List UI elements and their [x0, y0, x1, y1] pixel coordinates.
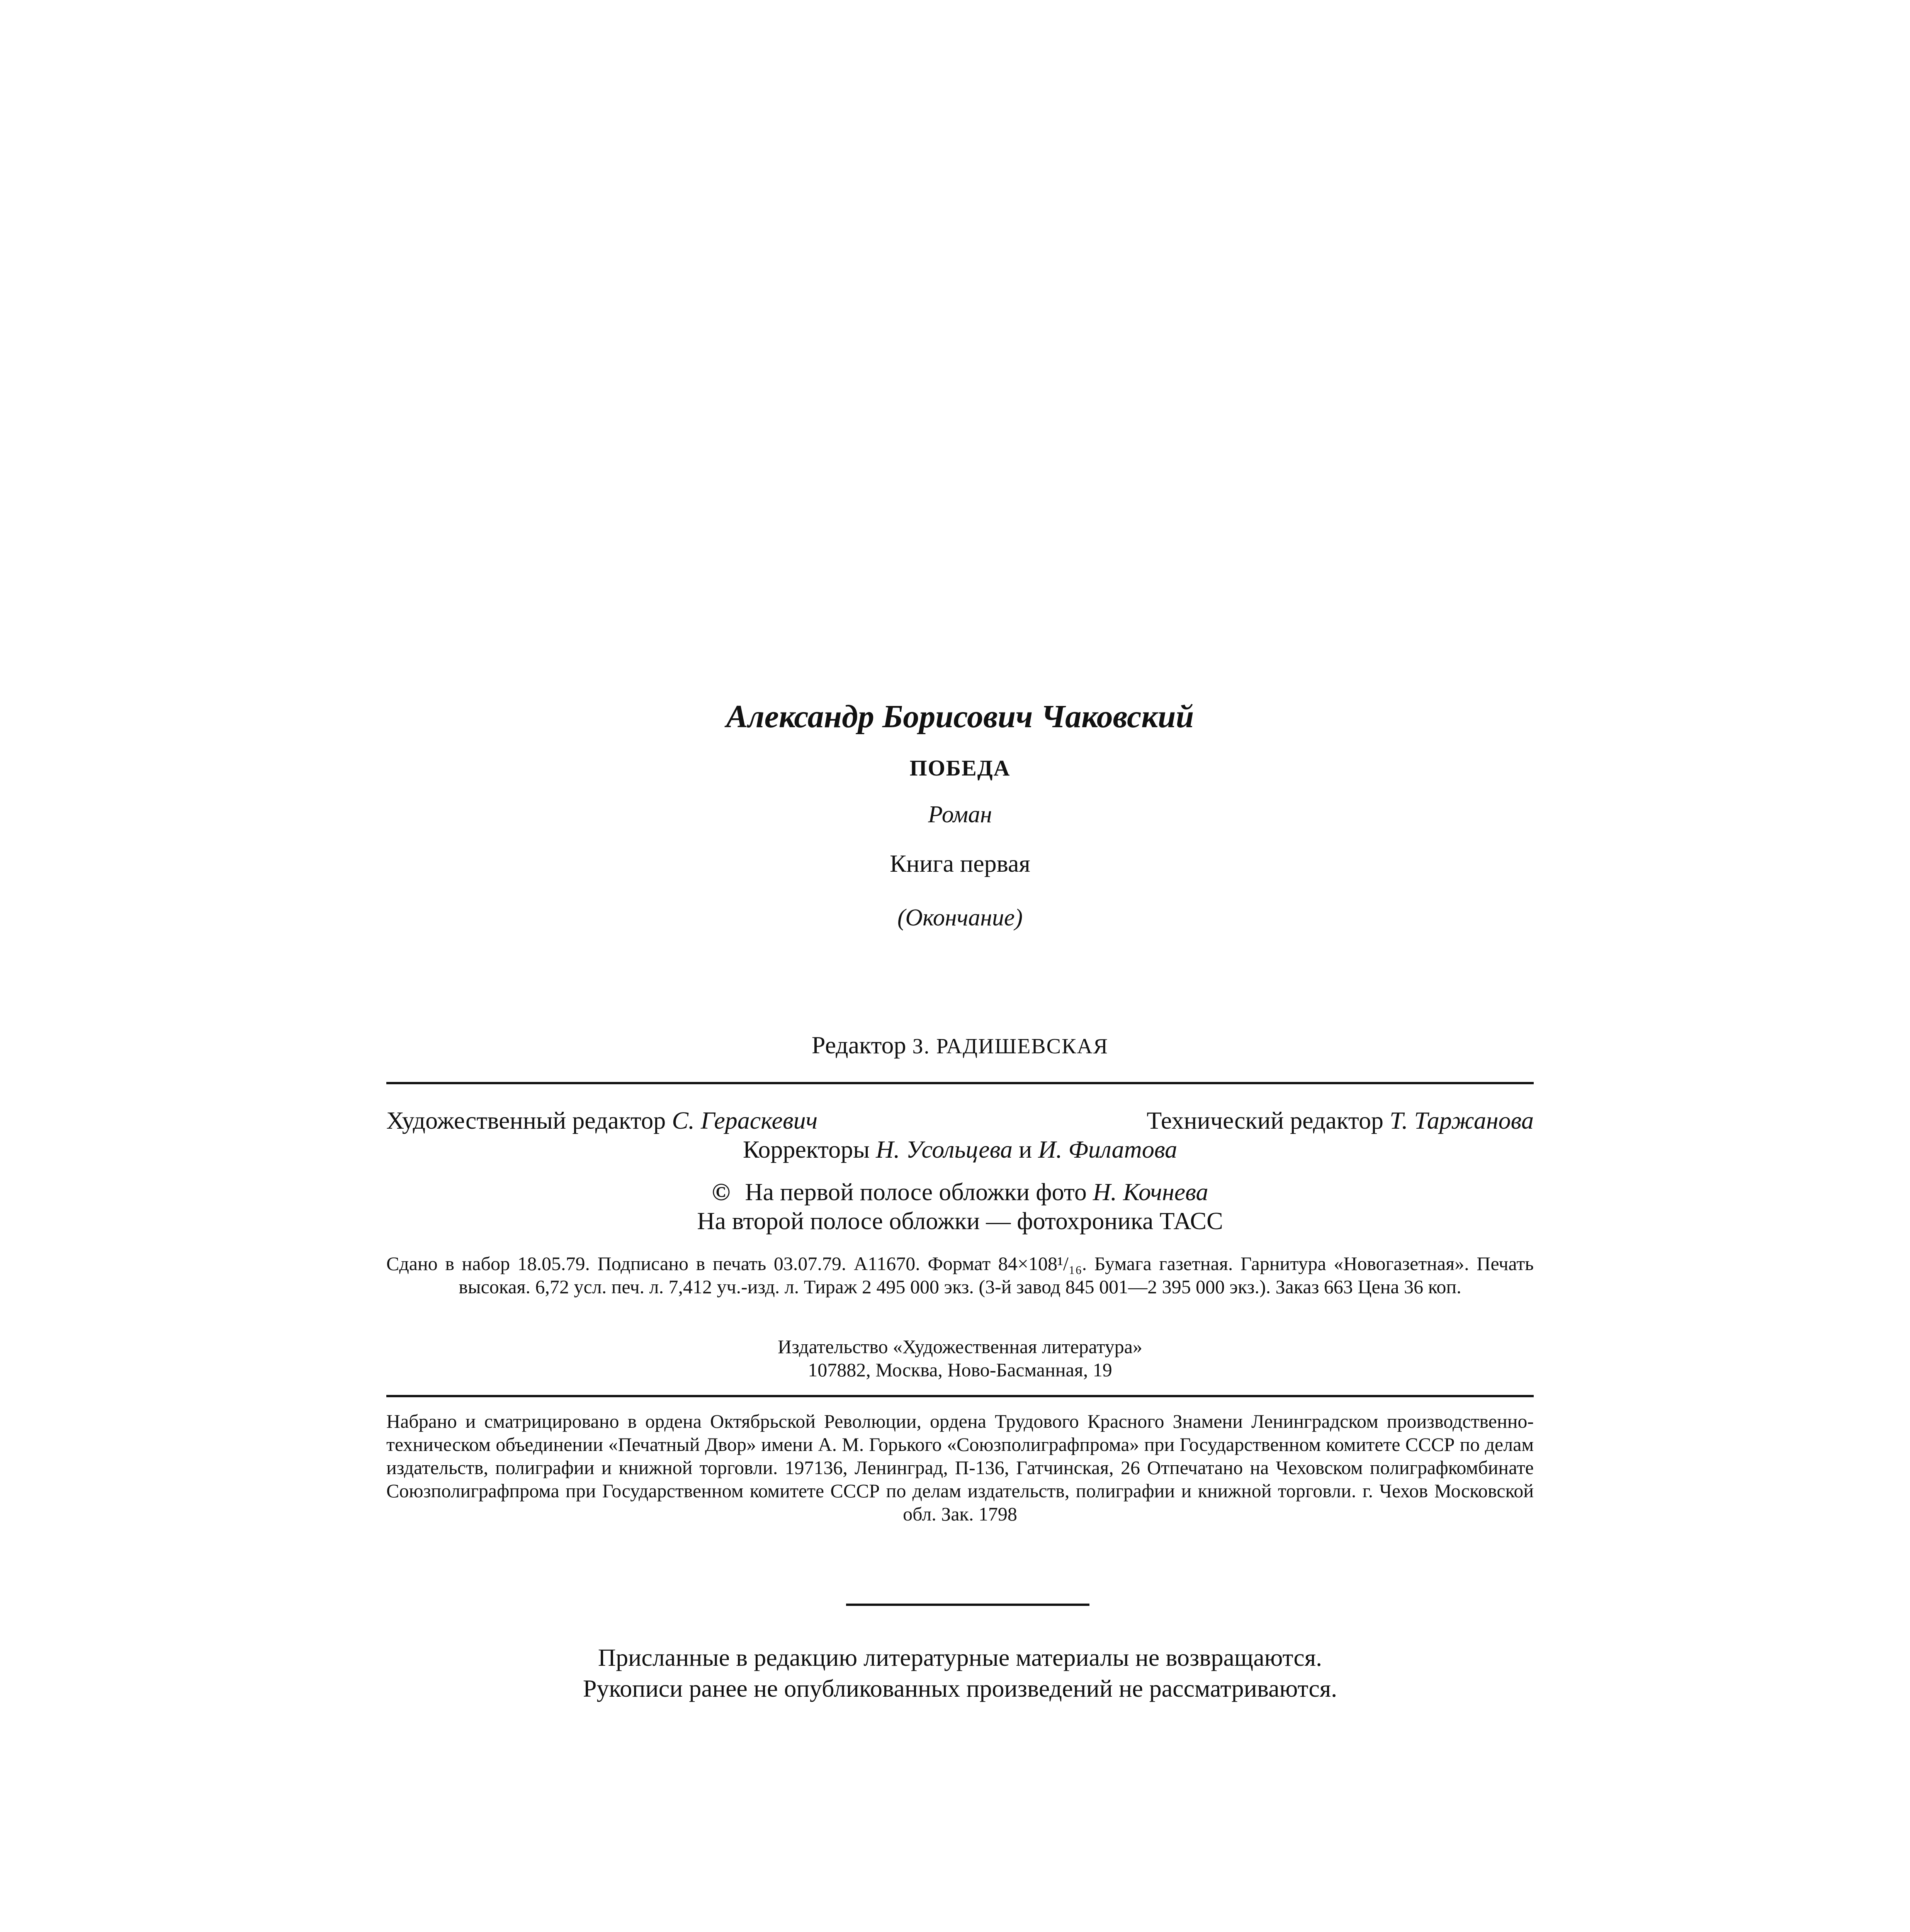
divider-top [386, 1082, 1534, 1084]
copyright-icon: © [712, 1178, 731, 1206]
book-title: ПОБЕДА [909, 755, 1011, 781]
tech-editor-label: Технический редактор [1147, 1107, 1383, 1134]
editor-name: З. РАДИШЕВСКАЯ [912, 1034, 1109, 1058]
print-imprint: Сдано в набор 18.05.79. Подписано в печать 03.07.79. А11670. Формат 84×108¹/₁₆. Бумага газетная. Гарнитура «Новогазетная». Печать высокая. 6,72 усл. печ. л. 7,412 уч.-изд. л. Тираж 2 495 000 экз. (3-й завод 845 001—2 395 000 экз.). Заказ 663 Цена 36 коп. [386, 1253, 1534, 1298]
corrector-1: Н. Усольцева [876, 1136, 1013, 1163]
art-editor-label: Художественный редактор [386, 1107, 666, 1134]
printer-info: Набрано и сматрицировано в ордена Октябрьской Революции, ордена Трудового Красного Знамени Ленинградском производственно-техническом объединении «Печатный Двор» имени А. М. Горького «Союзполиграфпрома» при Государственном комитете СССР по делам издательств, полиграфии и книжной торговли. 197136, Ленинград, П-136, Гатчинская, 26 Отпечатано на Чеховском полиграфкомбинате Союзполиграфпрома при Государственном комитете СССР по делам издательств, полиграфии и книжной торговли. г. Чехов Московской обл. Зак. 1798 [386, 1410, 1534, 1525]
author-name: Александр Борисович Чаковский [726, 699, 1194, 735]
cover1-text: На первой полосе обложки фото [745, 1178, 1087, 1206]
correctors-label: Корректоры [743, 1136, 870, 1163]
publisher-name: Издательство «Художественная литература» [778, 1336, 1142, 1357]
ending-note: (Окончание) [897, 905, 1023, 931]
editor-label: Редактор [811, 1031, 906, 1059]
correctors-line [386, 1132, 1534, 1167]
divider-short [846, 1604, 1089, 1606]
corrector-2: И. Филатова [1038, 1136, 1178, 1163]
notice-line-2: Рукописи ранее не опубликованных произведений не рассматриваются. [583, 1675, 1337, 1702]
tech-editor-name: Т. Таржанова [1389, 1107, 1534, 1134]
notice-line-1: Присланные в редакцию литературные материалы не возвращаются. [598, 1644, 1322, 1671]
art-editor-name: С. Гераскевич [672, 1107, 818, 1134]
corrector-and: и [1018, 1136, 1032, 1163]
genre-label: Роман [928, 801, 992, 828]
book-volume: Книга первая [890, 850, 1030, 877]
divider-middle [386, 1395, 1534, 1397]
editor-line [386, 1028, 1534, 1064]
cover-photo-credit-2: На второй полосе обложки — фотохроника ТАСС [697, 1207, 1223, 1235]
cover1-photographer: Н. Кочнева [1093, 1178, 1208, 1206]
publisher-address: 107882, Москва, Ново-Басманная, 19 [808, 1359, 1112, 1381]
